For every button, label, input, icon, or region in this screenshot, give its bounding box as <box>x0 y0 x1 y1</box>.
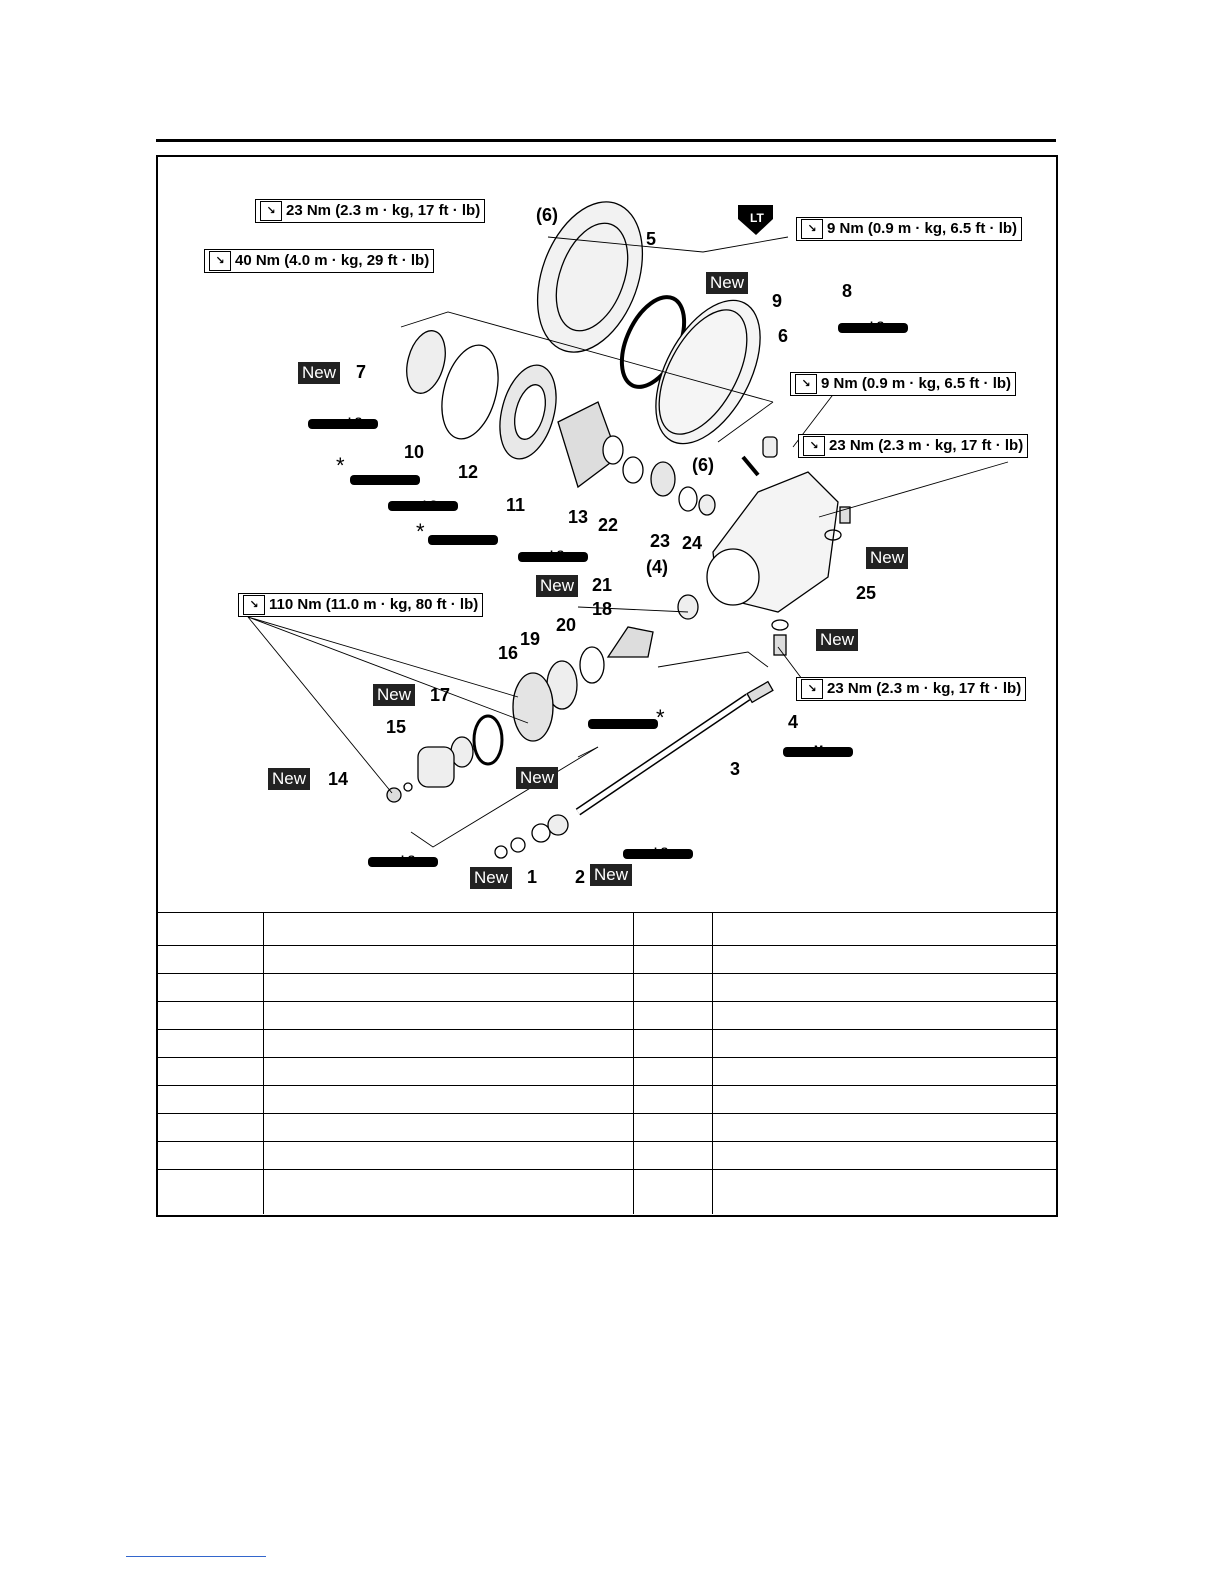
part-number: 17 <box>430 685 451 705</box>
shim-13 <box>623 457 643 483</box>
shim-20 <box>580 647 604 683</box>
part-number: 7 <box>356 362 367 382</box>
part-number: (6) <box>536 205 558 225</box>
parts-legend-table <box>158 912 1056 1214</box>
pinion-gear <box>608 627 653 657</box>
torque-value: 9 Nm (0.9 m · kg, 6.5 ft · lb) <box>821 375 1012 392</box>
part-number: 19 <box>520 629 541 649</box>
part-number: 2 <box>575 867 586 887</box>
new-part-tag: New <box>866 547 908 569</box>
table-cell <box>263 1114 633 1142</box>
table-cell <box>633 1142 712 1170</box>
table-cell <box>712 1002 1056 1030</box>
torque-value: 110 Nm (11.0 m · kg, 80 ft · lb) <box>269 596 479 613</box>
part-number: 21 <box>592 575 613 595</box>
torque-wrench-icon: ↘ <box>209 251 231 271</box>
table-cell <box>712 1114 1056 1142</box>
table-cell <box>263 1142 633 1170</box>
footer-link-line <box>126 1556 266 1557</box>
new-part-tag: New <box>298 362 340 384</box>
torque-spec-box <box>796 677 1026 701</box>
torque-spec-box <box>238 593 483 617</box>
table-row <box>158 1114 1056 1142</box>
table-cell <box>712 974 1056 1002</box>
torque-wrench-icon: ↘ <box>243 595 265 615</box>
part-number: 25 <box>856 583 877 603</box>
torque-wrench-icon: ↘ <box>801 679 823 699</box>
torque-value: 40 Nm (4.0 m · kg, 29 ft · lb) <box>235 252 430 269</box>
new-part-tag: New <box>268 768 310 790</box>
table-cell <box>633 1058 712 1086</box>
table-cell <box>158 1030 263 1058</box>
torque-value: 23 Nm (2.3 m · kg, 17 ft · lb) <box>827 680 1022 697</box>
part-number: (4) <box>646 557 668 577</box>
torque-spec-box <box>798 434 1028 458</box>
ring-gear-cover <box>634 283 781 460</box>
table-cell <box>158 946 263 974</box>
table-row <box>158 974 1056 1002</box>
table-cell <box>158 974 263 1002</box>
table-row <box>158 913 1056 946</box>
asterisk-note: * <box>656 705 665 730</box>
table-row <box>158 1030 1056 1058</box>
torque-value: 23 Nm (2.3 m · kg, 17 ft · lb) <box>829 437 1024 454</box>
table-row <box>158 1002 1056 1030</box>
table-cell <box>263 1030 633 1058</box>
part-number: 24 <box>682 533 703 553</box>
table-cell <box>712 913 1056 946</box>
part-number: 16 <box>498 643 519 663</box>
bearing-21 <box>678 595 698 619</box>
ls-lube-label: LS <box>550 549 565 561</box>
torque-spec-box <box>204 249 434 273</box>
m-lube-label: M <box>814 744 824 756</box>
table-row <box>158 1142 1056 1170</box>
torque-spec-box <box>255 199 485 223</box>
table-row <box>158 1086 1056 1114</box>
new-part-tag: New <box>516 767 558 789</box>
part-number: 3 <box>730 759 741 779</box>
part-number: 11 <box>506 495 526 515</box>
ls-lube-label: LS <box>348 416 363 428</box>
part-number: 6 <box>778 326 789 346</box>
table-cell <box>712 1058 1056 1086</box>
part-number: 13 <box>568 507 589 527</box>
part-number: (6) <box>692 455 714 475</box>
header-rule <box>156 139 1056 142</box>
part-number: 8 <box>842 281 853 301</box>
torque-value: 23 Nm (2.3 m · kg, 17 ft · lb) <box>286 202 481 219</box>
table-cell <box>712 1086 1056 1114</box>
table-cell <box>158 1002 263 1030</box>
torque-spec-box <box>796 217 1022 241</box>
table-cell <box>633 946 712 974</box>
part-number: 4 <box>788 712 799 732</box>
table-cell <box>263 1002 633 1030</box>
table-row <box>158 1170 1056 1215</box>
new-part-tag: New <box>590 864 632 886</box>
part-number: 1 <box>527 867 538 887</box>
part-number: 14 <box>328 769 349 789</box>
asterisk-note: * <box>416 519 425 544</box>
table-cell <box>158 1058 263 1086</box>
part-number: 9 <box>772 291 783 311</box>
table-cell <box>158 913 263 946</box>
ls-lube-label: LS <box>401 854 416 866</box>
part-number: 20 <box>556 615 577 635</box>
ls-lube-label: LS <box>423 499 438 511</box>
table-cell <box>263 1058 633 1086</box>
asterisk-note: * <box>336 453 345 478</box>
bearing-22 <box>651 462 675 496</box>
table-cell <box>263 1170 633 1215</box>
part-number: 10 <box>404 442 425 462</box>
table-cell <box>263 974 633 1002</box>
table-cell <box>712 1142 1056 1170</box>
torque-wrench-icon: ↘ <box>260 201 282 221</box>
table-cell <box>158 1086 263 1114</box>
table-cell <box>633 1170 712 1215</box>
ls-lube-label: LS <box>654 846 669 858</box>
table-cell <box>633 1002 712 1030</box>
new-part-tag: New <box>373 684 415 706</box>
torque-wrench-icon: ↘ <box>795 374 817 394</box>
torque-value: 9 Nm (0.9 m · kg, 6.5 ft · lb) <box>827 220 1018 237</box>
part-number: 22 <box>598 515 619 535</box>
bearing-retainer <box>513 673 553 741</box>
table-cell <box>263 946 633 974</box>
part-number: 15 <box>386 717 407 737</box>
coupling-gear <box>418 747 454 787</box>
diagram-frame <box>156 155 1058 1217</box>
part-number: 18 <box>592 599 613 619</box>
part-number: 5 <box>646 229 657 249</box>
lt-lube-label: LT <box>750 211 764 225</box>
table-cell <box>263 1086 633 1114</box>
new-part-tag: New <box>706 272 748 294</box>
spacer-24 <box>699 495 715 515</box>
oil-seal-23 <box>679 487 697 511</box>
part-number: 23 <box>650 531 671 551</box>
table-cell <box>263 913 633 946</box>
table-cell <box>712 946 1056 974</box>
ls-lube-label: LS <box>870 320 885 332</box>
new-part-tag: New <box>536 575 578 597</box>
table-cell <box>633 974 712 1002</box>
table-cell <box>712 1170 1056 1215</box>
torque-wrench-icon: ↘ <box>803 436 825 456</box>
o-ring-2 <box>474 716 502 764</box>
table-cell <box>158 1114 263 1142</box>
table-cell <box>158 1170 263 1215</box>
part-number: 12 <box>458 462 479 482</box>
table-cell <box>633 1086 712 1114</box>
table-cell <box>633 1114 712 1142</box>
new-part-tag: New <box>470 867 512 889</box>
table-cell <box>633 913 712 946</box>
torque-wrench-icon: ↘ <box>801 219 823 239</box>
table-row <box>158 1058 1056 1086</box>
table-cell <box>712 1030 1056 1058</box>
new-part-tag: New <box>816 629 858 651</box>
table-cell <box>633 1030 712 1058</box>
torque-spec-box <box>790 372 1016 396</box>
table-cell <box>158 1142 263 1170</box>
table-row <box>158 946 1056 974</box>
